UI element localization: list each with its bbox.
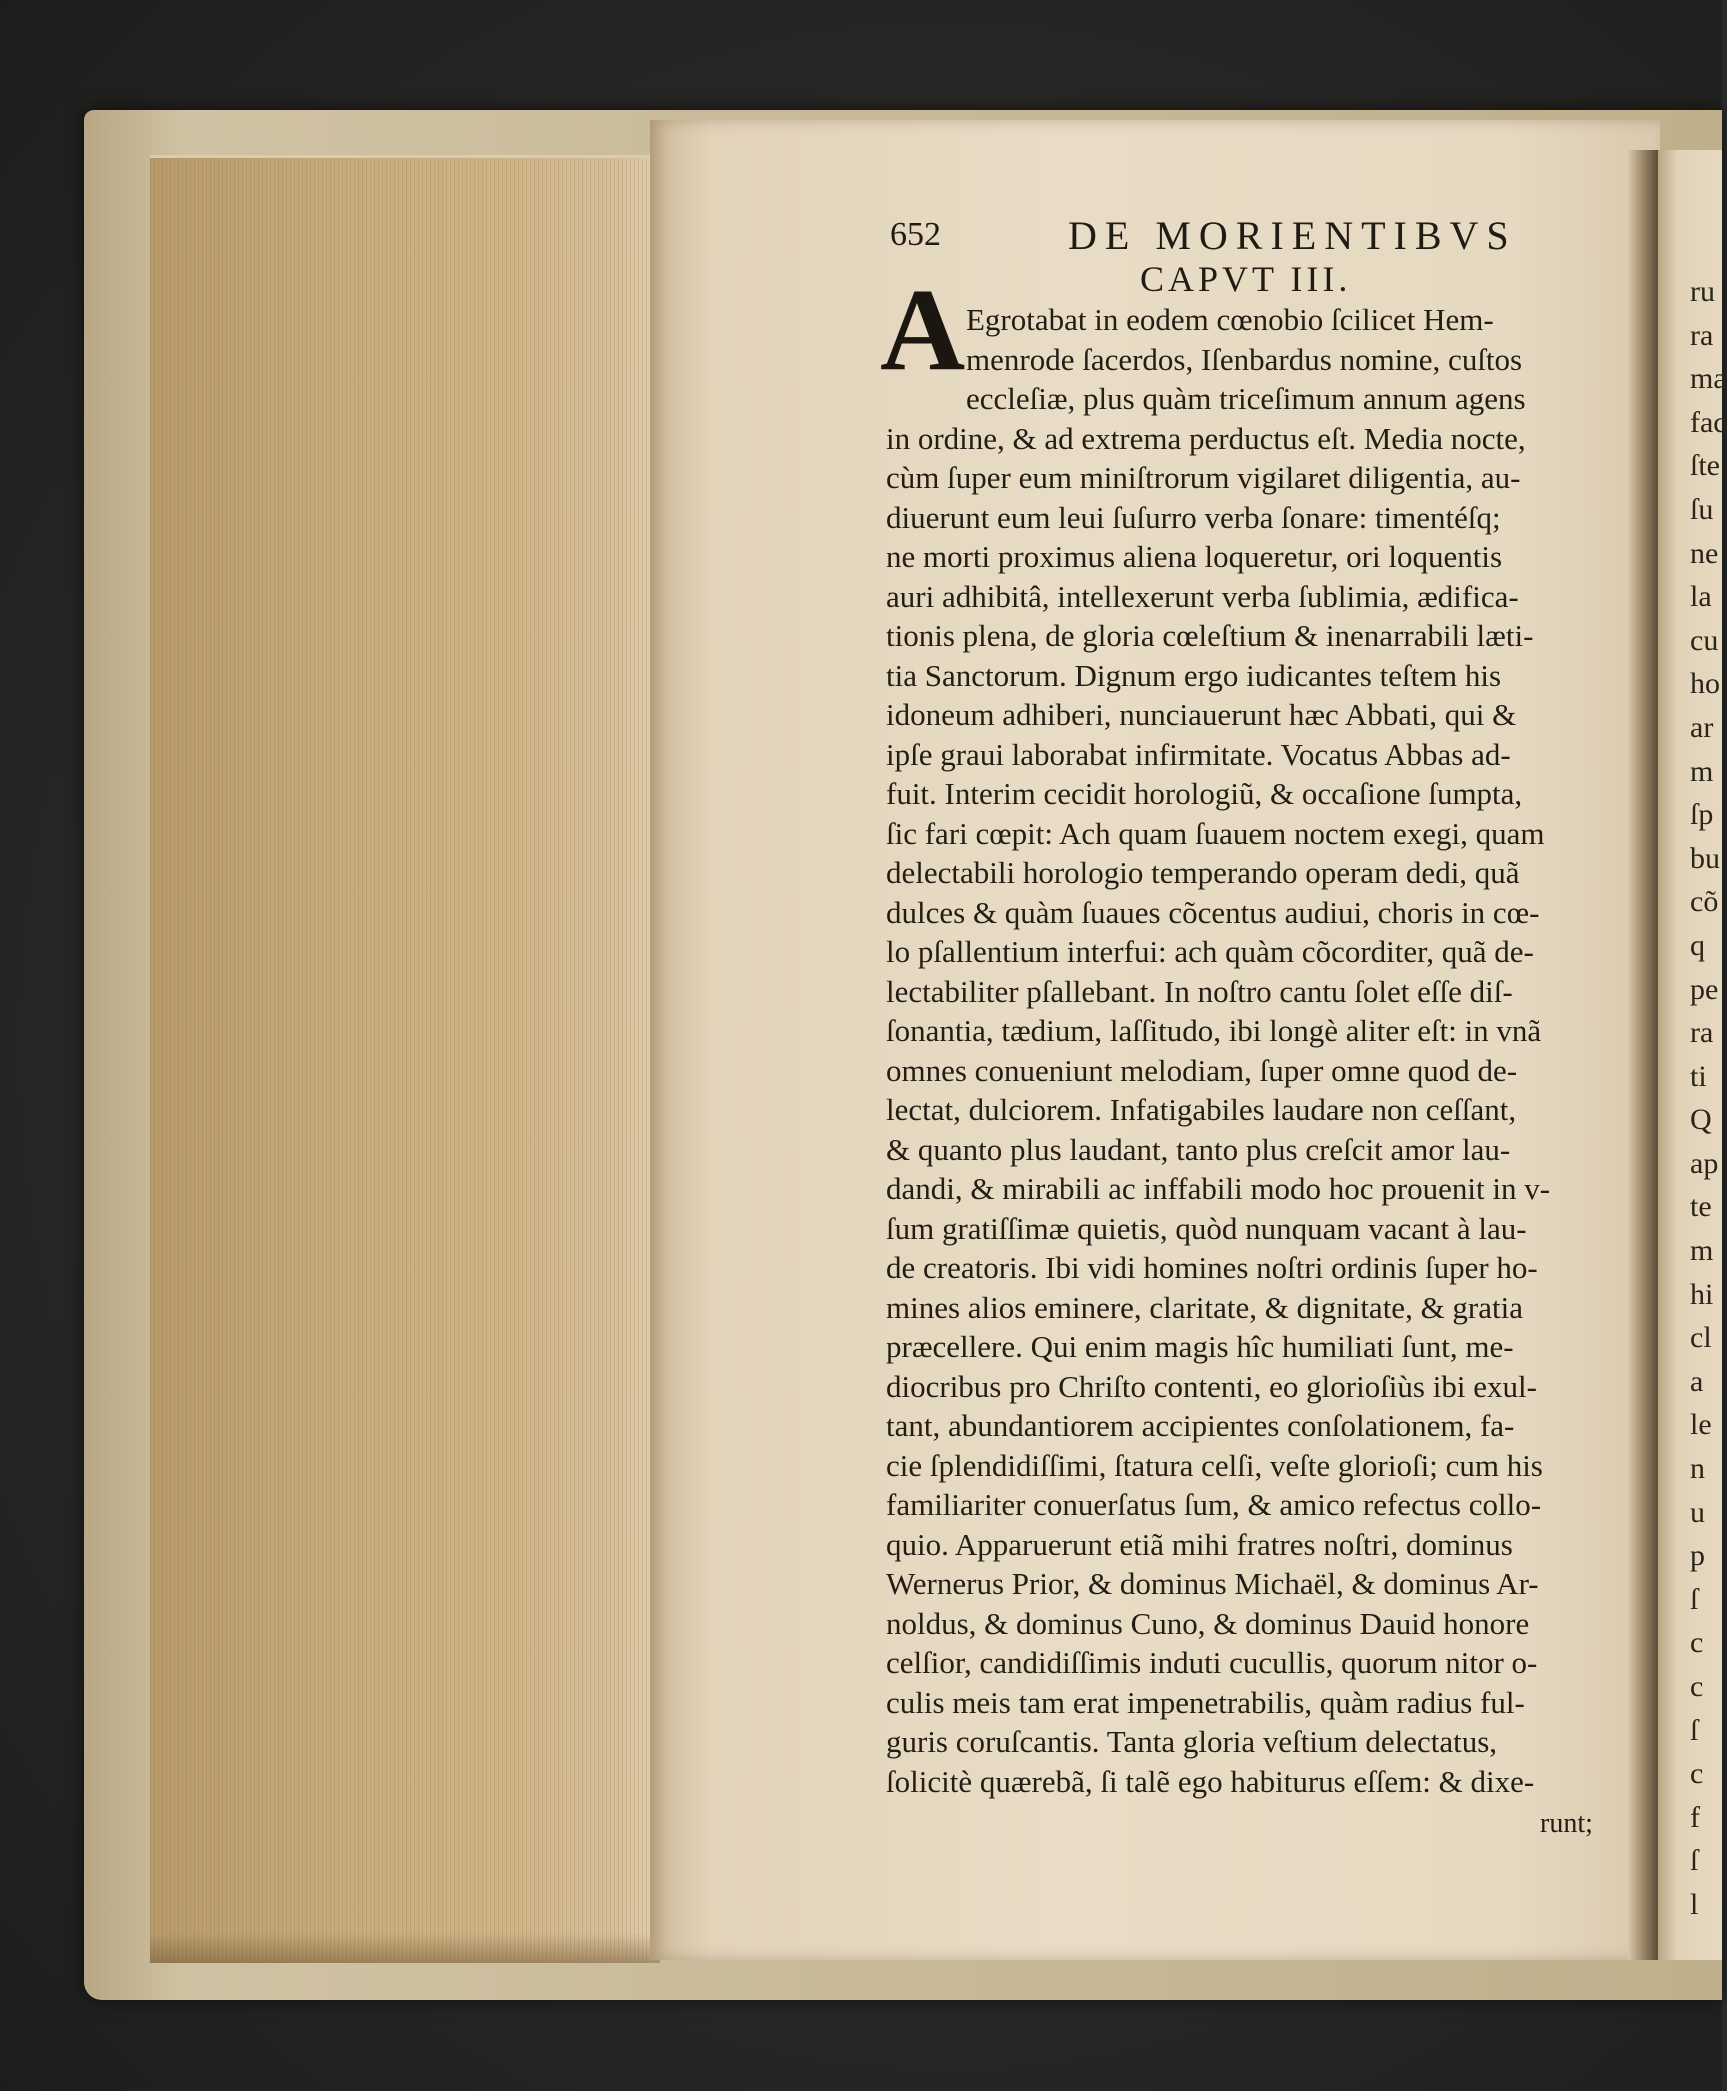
text-line: dandi, & mirabili ac inffabili modo hoc prouenit in v- (886, 1171, 1551, 1206)
next-page-fragment: ar (1690, 710, 1714, 744)
next-page-fragment: c (1690, 1670, 1704, 1703)
text-line: ne morti proximus aliena loqueretur, ori loquentis (886, 539, 1503, 574)
text-line: de creatoris. Ibi vidi homines noſtri ordinis ſuper ho- (886, 1250, 1538, 1285)
next-page-fragment: ſ (1690, 1844, 1699, 1878)
next-page-fragment: ru (1690, 275, 1715, 308)
text-line: diuerunt eum leui ſuſurro verba ſonare: timentéſq; (886, 499, 1501, 535)
text-line: præcellere. Qui enim magis hîc humiliati ſunt, me- (886, 1329, 1514, 1364)
text-line: culis meis tam erat impenetrabilis, quàm radius ful- (886, 1684, 1525, 1720)
text-line: delectabili horologio temperando operam dedi, quã (886, 855, 1520, 890)
next-page-fragment: fac (1690, 405, 1727, 439)
text-line: quio. Apparuerunt etiã mihi fratres noſtri, dominus (886, 1526, 1513, 1562)
next-page-fragment: p (1690, 1539, 1705, 1573)
next-page-fragment: q (1690, 928, 1705, 962)
text-line: familiariter conuerſatus ſum, & amico refectus collo- (886, 1487, 1542, 1522)
next-page-fragment: bu (1690, 841, 1720, 875)
text-line: auri adhibitâ, intellexerunt verba ſublimia, ædifica- (886, 578, 1519, 614)
text-line: omnes conueniunt melodiam, ſuper omne quod de- (886, 1052, 1518, 1088)
next-page-fragment: a (1690, 1364, 1704, 1398)
chapter-heading: CAPVT III. (1140, 259, 1352, 299)
next-page-fragment: la (1690, 580, 1712, 614)
next-page-fragment: c (1690, 1757, 1704, 1791)
text-line: noldus, & dominus Cuno, & dominus Dauid honore (886, 1605, 1530, 1641)
text-line: ſic fari cœpit: Ach quam ſuauem noctem exegi, quam (886, 815, 1545, 851)
next-page-fragment: ma (1690, 362, 1727, 396)
text-line: dulces & quàm ſuaues cõcentus audiui, choris in cœ- (886, 894, 1540, 930)
next-page-fragment: ti (1690, 1059, 1707, 1093)
text-line: in ordine, & ad extrema perductus eſt. Media nocte, (886, 420, 1526, 456)
next-page-fragment: pe (1690, 972, 1719, 1006)
body-text (886, 300, 1656, 1801)
text-line: diocribus pro Chriſto contenti, eo glorioſiùs ibi exul- (886, 1368, 1537, 1404)
text-line: ſum gratiſſimæ quietis, quòd nunquam vacant à lau- (886, 1210, 1527, 1246)
text-line: menrode ſacerdos, Iſenbardus nomine, cuſtos (966, 341, 1523, 377)
next-page-fragment: te (1690, 1190, 1712, 1224)
next-page-fragment: f (1690, 1800, 1700, 1834)
next-page-fragment: ſ (1690, 1582, 1699, 1616)
text-line: idoneum adhiberi, nunciauerunt hæc Abbati, qui & (886, 697, 1517, 732)
next-page-fragment: cu (1690, 623, 1719, 657)
next-page-fragment: ſp (1690, 798, 1714, 832)
text-line: & quanto plus laudant, tanto plus creſcit amor lau- (886, 1131, 1511, 1167)
next-page-fragment: ap (1690, 1146, 1719, 1180)
next-page-fragment: ho (1690, 667, 1720, 701)
text-line: eccleſiæ, plus quàm triceſimum annum agens (966, 381, 1526, 416)
text-line: celſior, candidiſſimis induti cucullis, quorum nitor o- (886, 1645, 1538, 1680)
page-number: 652 (890, 216, 941, 253)
left-page-block (150, 155, 660, 1963)
text-line: ipſe graui laborabat infirmitate. Vocatus Abbas ad- (886, 736, 1511, 772)
next-page-fragment: m (1690, 1234, 1714, 1268)
text-line: lo pſallentium interfui: ach quàm cõcorditer, quã de- (886, 934, 1534, 969)
next-page-fragment: cl (1690, 1321, 1712, 1355)
next-page-fragment: ra (1690, 1016, 1714, 1050)
text-line: cùm ſuper eum miniſtrorum vigilaret diligentia, au- (886, 460, 1521, 495)
running-head-title: DE MORIENTIBVS (1068, 213, 1517, 258)
next-page-fragment: cõ (1690, 885, 1719, 919)
next-page-fragment: u (1690, 1495, 1705, 1529)
next-page-fragment: c (1690, 1626, 1704, 1660)
running-header (890, 212, 1530, 264)
next-page-fragment: Q (1690, 1103, 1712, 1137)
text-line: ſolicitè quærebã, ſi talẽ ego habiturus eſſem: & dixe- (886, 1763, 1535, 1799)
text-line: lectat, dulciorem. Infatigabiles laudare non ceſſant, (886, 1092, 1517, 1127)
next-page-fragment: ſu (1690, 492, 1714, 526)
next-page-fragment: ſ (1690, 1713, 1699, 1747)
text-line: tionis plena, de gloria cœleſtium & inenarrabili læti- (886, 618, 1534, 653)
text-line: cie ſplendidiſſimi, ſtatura celſi, veſte glorioſi; cum his (886, 1447, 1543, 1483)
next-page-sliver (1658, 150, 1727, 1960)
text-line: guris coruſcantis. Tanta gloria veſtium delectatus, (886, 1724, 1498, 1759)
text-line: ſonantia, tædium, laſſitudo, ibi longè aliter eſt: in vnã (886, 1013, 1542, 1048)
text-line: lectabiliter pſallebant. In noſtro cantu ſolet eſſe diſ- (886, 973, 1513, 1009)
next-page-fragment: le (1690, 1408, 1712, 1442)
text-line: Wernerus Prior, & dominus Michaël, & dominus Ar- (886, 1566, 1539, 1601)
text-line: tia Sanctorum. Dignum ergo iudicantes teſtem his (886, 657, 1502, 693)
text-line: tant, abundantiorem accipientes conſolationem, fa- (886, 1408, 1515, 1443)
next-page-fragment: hi (1690, 1277, 1714, 1311)
text-line: Egrotabat in eodem cœnobio ſcilicet Hem- (966, 302, 1494, 337)
catchword: runt; (1540, 1808, 1593, 1839)
text-line: mines alios eminere, claritate, & dignitate, & gratia (886, 1289, 1523, 1325)
next-page-fragment: ſte (1690, 449, 1720, 483)
text-line: fuit. Interim cecidit horologiũ, & occaſione ſumpta, (886, 776, 1523, 811)
next-page-fragments (1686, 270, 1727, 1927)
next-page-fragment: ra (1690, 318, 1714, 352)
next-page-fragment: l (1690, 1887, 1699, 1921)
drop-cap: A (880, 264, 966, 395)
next-page-fragment: m (1690, 754, 1714, 788)
next-page-fragment: ne (1690, 536, 1719, 570)
next-page-fragment: n (1690, 1452, 1705, 1486)
